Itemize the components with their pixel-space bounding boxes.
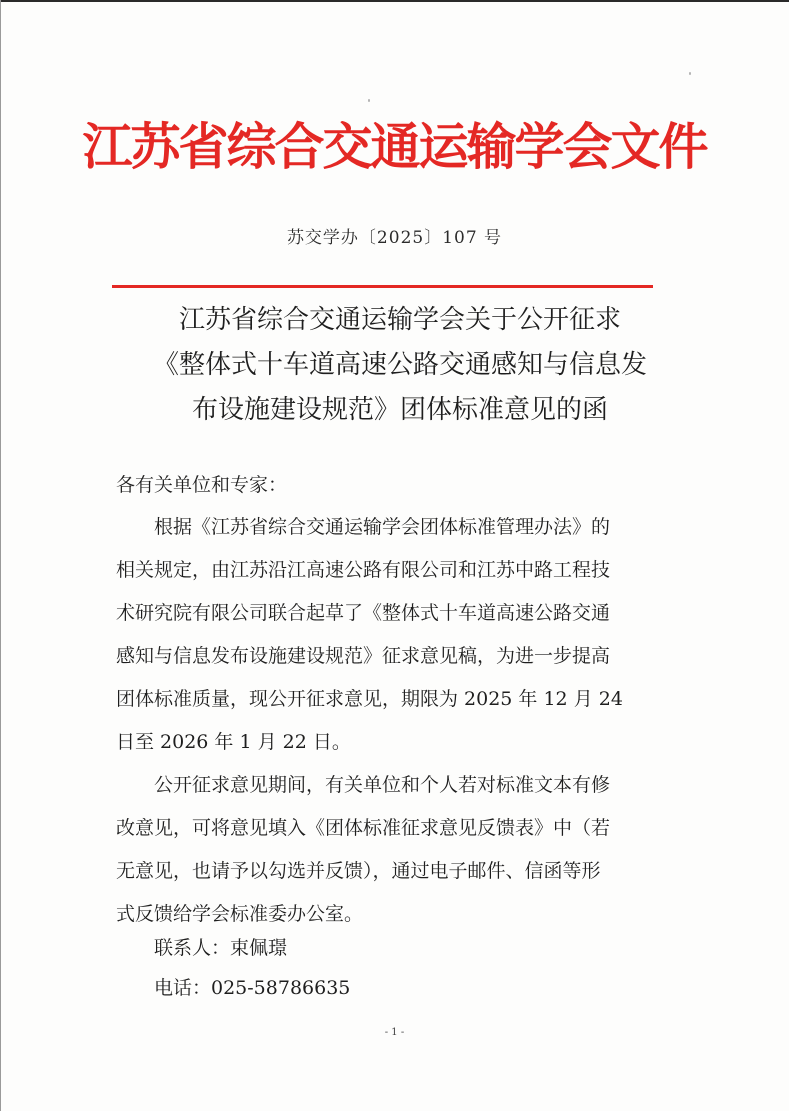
- document-number: 苏交学办〔2025〕107 号: [286, 228, 503, 248]
- paragraph-2-line: 公开征求意见期间，有关单位和个人若对标准文本有修: [154, 774, 611, 796]
- salutation: 各有关单位和专家：: [116, 474, 288, 496]
- paragraph-2-line: 改意见，可将意见填入《团体标准征求意见反馈表》中（若: [116, 817, 611, 839]
- paragraph-1-line: 根据《江苏省综合交通运输学会团体标准管理办法》的: [154, 516, 611, 538]
- subject-line-2: 《整体式十车道高速公路交通感知与信息发: [152, 350, 647, 380]
- page-number: - 1 -: [384, 1027, 405, 1038]
- paragraph-1: [116, 506, 676, 764]
- paragraph-1-line: 团体标准质量，现公开征求意见，期限为 2025 年 12 月 24: [116, 688, 623, 710]
- scan-speck: [689, 72, 691, 75]
- paragraph-1-line: 术研究院有限公司联合起草了《整体式十车道高速公路交通: [116, 602, 611, 624]
- red-divider-line: [112, 285, 653, 288]
- contact-phone: 电话：025-58786635: [154, 977, 351, 999]
- body-text: [116, 506, 676, 936]
- paragraph-1-line: 相关规定，由江苏沿江高速公路有限公司和江苏中路工程技: [116, 559, 611, 581]
- paragraph-2-line: 无意见，也请予以勾选并反馈），通过电子邮件、信函等形: [116, 860, 601, 882]
- scan-speck: [368, 99, 370, 102]
- contact-person: 联系人：束佩璟: [154, 937, 288, 959]
- subject-line-1: 江苏省综合交通运输学会关于公开征求: [178, 305, 621, 335]
- subject-heading: [100, 298, 700, 433]
- subject-line-3: 布设施建设规范》团体标准意见的函: [191, 395, 608, 425]
- paragraph-2-line: 式反馈给学会标准委办公室。: [116, 903, 364, 925]
- paragraph-1-line: 感知与信息发布设施建设规范》征求意见稿，为进一步提高: [116, 645, 611, 667]
- paragraph-2: [116, 764, 676, 936]
- scan-top-edge: [0, 0, 789, 2]
- issuer-title: 江苏省综合交通运输学会文件: [82, 117, 707, 176]
- paragraph-1-line: 日至 2026 年 1 月 22 日。: [116, 731, 351, 753]
